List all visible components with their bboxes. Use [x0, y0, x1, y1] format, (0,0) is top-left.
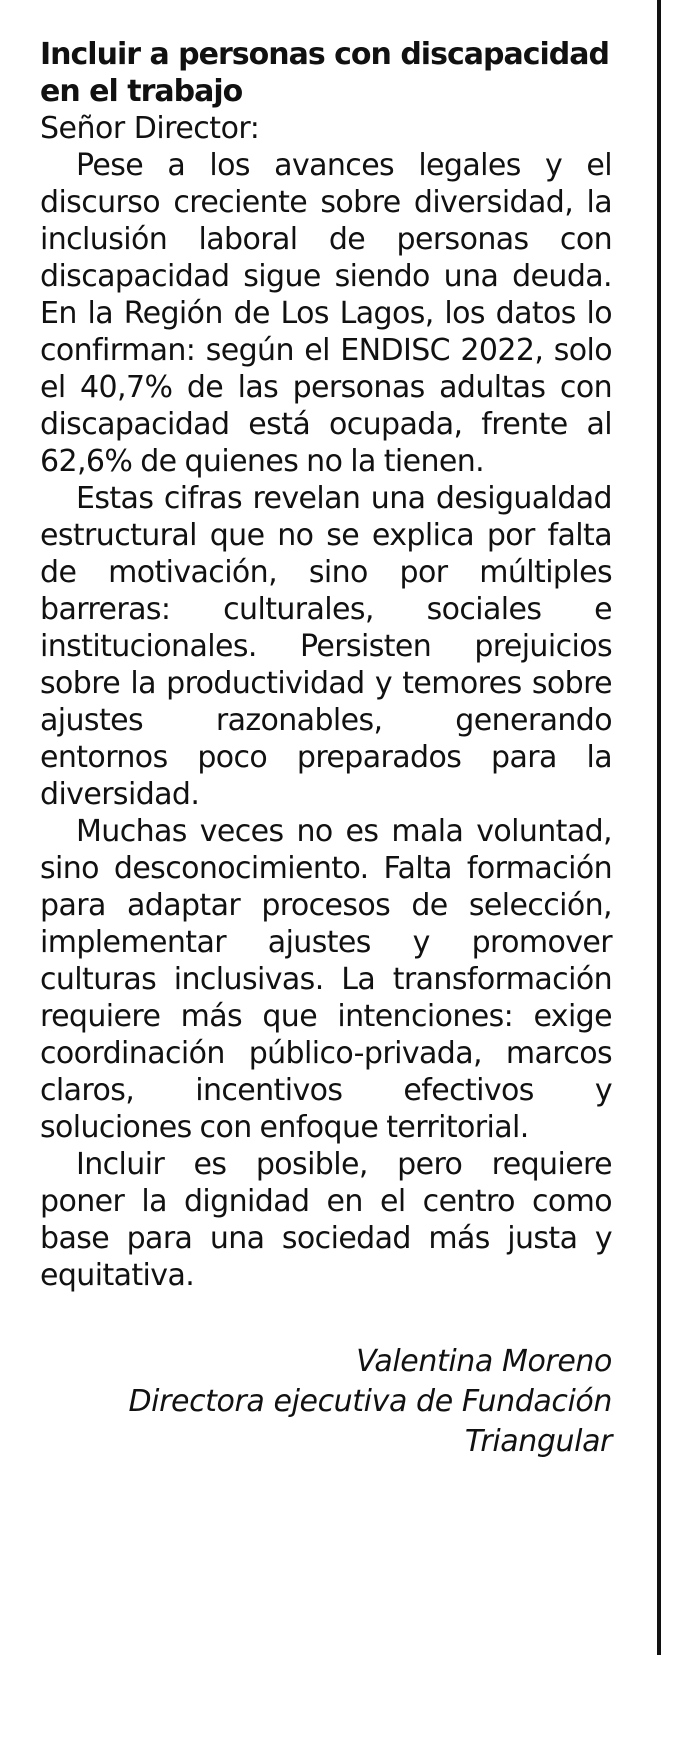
signature-name: Valentina Moreno: [356, 1344, 612, 1379]
letter-paragraph-3: Muchas veces no es mala voluntad, sino desconocimiento. Falta formación para adaptar procesos de selección, implementar ajustes y promover culturas inclusivas. La transformación requiere más que intenciones: exige coordinación público-privada, marcos claros, incentivos efectivos y soluciones con enfoque territorial.: [40, 814, 612, 1145]
letter-paragraph-1: Pese a los avances legales y el discurso creciente sobre diversidad, la inclusión laboral de personas con discapacidad sigue siendo una deuda. En la Región de Los Lagos, los datos lo confirman: según el ENDISC 2022, solo el 40,7% de las personas adultas con discapacidad está ocupada, frente al 62,6% de quienes no la tienen.: [40, 148, 612, 479]
letter-headline: Incluir a personas con discapacidad en el trabajo: [40, 37, 609, 109]
letter-salutation: Señor Director:: [40, 111, 260, 146]
letter-to-editor: [40, 36, 612, 1462]
signature-role: Directora ejecutiva de Fundación: [128, 1384, 612, 1419]
column-divider-rule: [657, 0, 661, 1655]
letter-paragraph-4: Incluir es posible, pero requiere poner la dignidad en el centro como base para una sociedad más justa y equitativa.: [40, 1147, 612, 1293]
signature-organization: Triangular: [464, 1424, 612, 1459]
letter-signature: [40, 1342, 612, 1462]
letter-paragraph-2: Estas cifras revelan una desigualdad estructural que no se explica por falta de motivación, sino por múltiples barreras: culturales, sociales e institucionales. Persisten prejuicios sobre la productividad y temores sobre ajustes razonables, generando entornos poco preparados para la diversidad.: [40, 481, 612, 812]
